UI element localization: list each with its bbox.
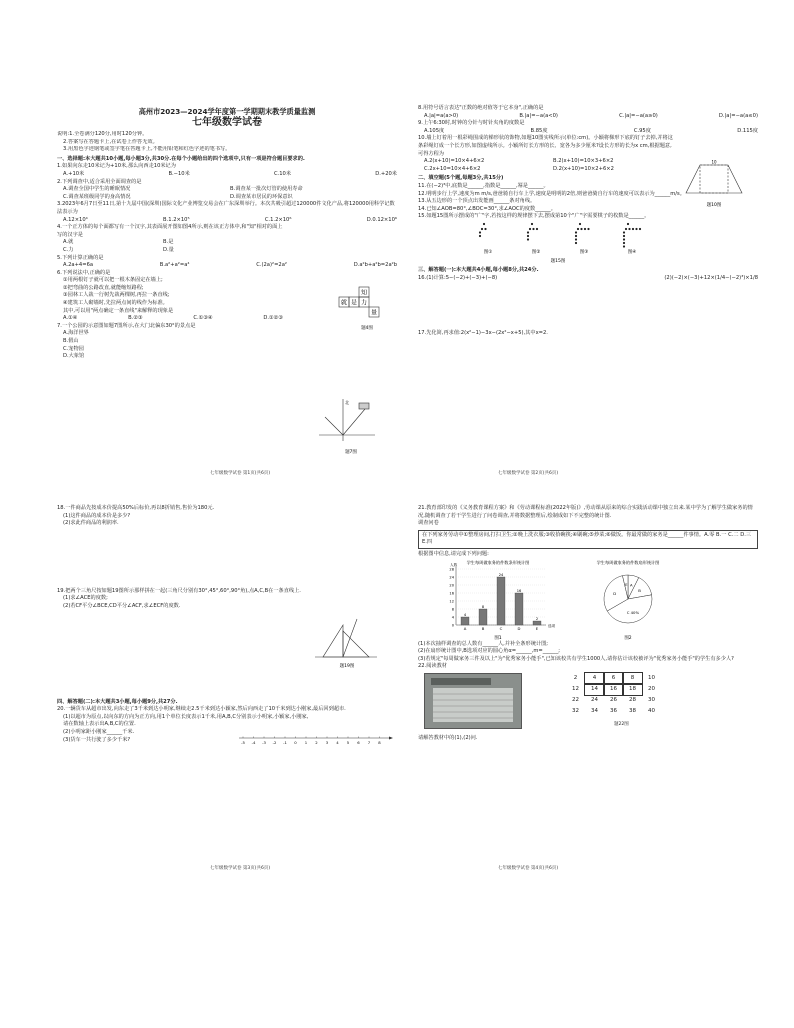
question-6: 6.下列说法中,正确的是 <box>57 269 111 276</box>
bar <box>497 577 505 625</box>
y-tick-label: 4 <box>451 615 454 620</box>
options-q10 <box>418 158 682 173</box>
question-16-part1: 16.(1)计算:5−(−2)+(−3)+(−8) <box>418 274 498 281</box>
number-line-svg <box>237 734 397 746</box>
net-cell: 量 <box>370 309 378 317</box>
grid-cell: 18 <box>623 684 642 695</box>
options-q6 <box>57 315 283 323</box>
sub-question: (1)求∠ACE的度数; <box>63 595 108 602</box>
grid-cell: 16 <box>604 684 623 695</box>
figure-caption: 题22图 <box>614 721 629 727</box>
figure-caption: 题10图 <box>706 203 722 208</box>
axis-tick-label: -1 <box>283 740 287 746</box>
sub-question: (2)若CF平分∠BCE,CD平分∠ACF,求∠ECF的度数. <box>63 602 181 609</box>
page-4 <box>418 505 758 743</box>
sub-question: (2)求此件商品的利润率. <box>63 520 119 527</box>
grid-cell: 32 <box>572 707 579 714</box>
axis-tick-label: -4 <box>251 740 256 746</box>
number-line <box>237 734 397 744</box>
question-4: 4.一个正方体的每个面都写有一个汉字,其表面展开图如图4所示,则在该正方体中,和"知"相对的面上写的汉字是 <box>57 224 283 238</box>
pattern-dot <box>479 235 481 237</box>
option: D.|a|=−a(a≤0) <box>718 112 758 119</box>
grid-cell: 20 <box>648 685 655 692</box>
x-tick-label: D <box>517 625 521 631</box>
pattern-dot <box>575 231 577 233</box>
option: B.1.2×10⁵ <box>163 216 190 223</box>
pattern-dot <box>632 228 634 230</box>
pattern-dot <box>628 228 630 230</box>
sub-question: (1)这件商品的成本价是多少? <box>63 512 131 519</box>
pattern-dot <box>623 245 625 247</box>
chart-title: 学生每周做家务的件数条形统计图 <box>466 559 530 565</box>
axis-tick-label: -5 <box>241 740 245 746</box>
sub-question: (3)货车一共行驶了多少千米? <box>63 736 131 743</box>
question-14: 14.已知∠AOB=80°,∠BOC=30°,求∠AOC的度数______。 <box>418 205 556 212</box>
page-footer: 七年级数学试卷 第2页(共6页) <box>498 471 559 476</box>
option: A.①④ <box>63 315 78 322</box>
section-heading: 四、解答题(二):本大题共3小题,每小题9分,共27分. <box>57 698 178 705</box>
axis-tick-label: 5 <box>346 740 350 746</box>
option: B.85度 <box>530 127 548 134</box>
north-label: 北 <box>345 400 349 405</box>
option: A.12×10⁴ <box>63 216 88 223</box>
option: A.海洋世界 <box>63 330 89 337</box>
option: C.调查某班级同学的身高情况 <box>63 193 131 200</box>
options-q4 <box>57 239 263 254</box>
question-21: 21.教育部印发的《义务教育课程方案》和《劳动课程标准(2022年版)》,劳动课从原来的综合实践活动课中独立出来.某中学为了解学生做家务的情况,随机调查了若干学生进行了问卷调查,并将数据整理后,绘制成如下不完整的统计图. <box>418 505 753 519</box>
statement: ①用两根钉子就可以把一根木条固定在墙上; <box>63 277 163 284</box>
note-line: 说明:1.全卷满分120分,用时120分钟。 <box>57 131 148 137</box>
figure-7 <box>315 395 385 461</box>
figure-caption: 题4图 <box>361 326 373 331</box>
question-11: 11.在(−2)³中,底数是______,指数是______,幂是______。 <box>418 182 549 189</box>
pattern-dot <box>575 235 577 237</box>
bar-value-label: 4 <box>463 612 467 617</box>
option: D.大象馆 <box>63 353 85 360</box>
bar-value-label: 8 <box>481 604 485 609</box>
axis-tick-label: -2 <box>272 740 277 746</box>
y-tick-label: 12 <box>449 599 454 604</box>
option: C.(2a)²=2a² <box>256 262 287 269</box>
pie-label: D <box>613 590 617 596</box>
axis-tick-label: -3 <box>262 740 266 746</box>
figure-22 <box>418 671 758 735</box>
question-7: 7.一个公园的示意图如题7图所示,在大门北偏东30°的景点是 <box>57 322 196 329</box>
question-15: 15.如题15图所示摆成的"广"字,若按这样的规律摆下去,摆成第10个"广"字需要棋子的枚数是______。 <box>418 213 650 220</box>
statement: ③园林工人栽一行树先栽两棵树,再拉一条直线; <box>63 292 170 299</box>
option: A.就 <box>63 239 74 246</box>
grid-cell: 14 <box>585 684 604 695</box>
pattern-figure <box>418 221 758 265</box>
grid-cell: 28 <box>629 696 636 703</box>
exam-header: 高州市2023—2024学年度第一学期期末教学质量监测 <box>138 107 316 116</box>
option: B.是 <box>163 239 174 246</box>
pattern-dot <box>577 228 579 230</box>
page-footer: 七年级数学试卷 第4页(共6页) <box>498 866 559 871</box>
y-tick-label: 0 <box>451 623 454 628</box>
bar <box>533 621 541 625</box>
question-16-part2: (2)(−2)×(−3)+12×(1/4−(−2)³)×1/8 <box>664 274 758 281</box>
figure-caption: 题7图 <box>345 450 357 455</box>
pattern-dot <box>481 228 483 230</box>
option: D.调查某市居民的环保意识 <box>230 193 293 200</box>
number-grid <box>566 673 661 717</box>
page-1 <box>57 105 397 455</box>
bar <box>461 617 469 625</box>
y-tick-label: 24 <box>449 575 454 580</box>
park-map <box>315 395 385 457</box>
charts-area <box>418 559 758 641</box>
statement: ②把弯曲的公路改直,就能缩短路程; <box>63 284 144 291</box>
y-tick-label: 20 <box>449 583 454 588</box>
figure-19 <box>57 611 397 669</box>
instruction: 根据图中信息,请完成下列问题: <box>418 550 489 557</box>
pattern-dot <box>575 238 577 240</box>
bar <box>515 593 523 625</box>
pattern-dot <box>479 231 481 233</box>
question-22: 22.阅读教材 <box>418 663 447 670</box>
question-20: 20.一辆货车从超市出发,向东走了3千米到达小明家,继续走2.5千米到达小颖家,然后向西走了10千米到达小刚家,最后回到超市. <box>57 706 346 713</box>
grid-cell: 24 <box>591 696 598 703</box>
option: D.0.12×10⁶ <box>366 216 397 223</box>
page-3 <box>57 505 397 744</box>
axis-tick-label: 1 <box>304 740 308 746</box>
dimension-label: 10 <box>711 159 717 165</box>
note-line: 3.用黑色字迹钢笔或签字笔在答题卡上,不能用铅笔和红色字迹的笔书写。 <box>63 146 231 153</box>
option: C.力 <box>63 246 74 253</box>
section-heading: 二、填空题(5个题,每题3分,共15分) <box>418 175 504 182</box>
question-13: 13.从五边形的一个顶点出发能画______条对角线。 <box>418 198 536 205</box>
y-tick-label: 28 <box>449 567 454 572</box>
option: C.①③④ <box>193 315 213 322</box>
grid-cell: 2 <box>573 674 578 681</box>
trapezoid-figure <box>680 159 752 211</box>
y-axis-label: 人数 <box>450 562 458 567</box>
axis-tick-label: 0 <box>294 740 297 746</box>
bar-value-label: 16 <box>516 588 522 593</box>
grid-cell: 12 <box>572 685 579 692</box>
bar <box>479 609 487 625</box>
axis-tick-label: 4 <box>336 740 339 746</box>
pattern-dot <box>623 235 625 237</box>
note-line: 2.答案写在答题卡上,在试卷上作答无效。 <box>63 138 158 145</box>
bar-value-label: 24 <box>498 572 504 577</box>
statement: ④建筑工人砌墙时,先拉两点间的线作为标准。 <box>63 300 168 307</box>
question-8: 8.用符号语言表达"正数的绝对值等于它本身",正确的是 <box>418 105 544 111</box>
axis-tick-label: 3 <box>325 740 329 746</box>
grid-cell: 40 <box>648 707 655 714</box>
bar-chart <box>438 559 558 641</box>
question-2: 2.下列调查中,适合采用全面调查的是 <box>57 178 142 185</box>
sub-question: (1)以超市为原点,以向东的方向为正方向,用1个单位长度表示1千米,用A,B,C分别表示小明家,小颖家,小刚家,请在数轴上表示出A,B,C的位置. <box>63 713 309 728</box>
question-10: 10.墙上钉着用一根彩绳围成的梯形状的饰物,如题10图实线所示(单位:cm)。小颖将梯形下底的钉子去掉,并将这条彩绳钉成一个长方形,如图虚线所示。小颖所钉长方形的长、宽各为多少厘米?设长方形的长为x cm,根据题意,可得方程为 <box>418 135 673 157</box>
pattern-dot <box>527 231 529 233</box>
grid-cell: 22 <box>572 696 579 703</box>
pattern-dot <box>484 228 486 230</box>
question-19: 19.把两个三角尺按如题19图所示那样拼在一起(三角尺分别有30°,45°,60°,90°角),点A,C,B在一条直线上. <box>57 587 301 594</box>
pie-label: C 40% <box>626 609 640 615</box>
question-3: 3.2023年6月7日至11日,第十九届中国(深圳)国际文化产业博览交易会在广东深圳举行。本次共吸引超过120000件文化产品,将120000用科学记数法表示为 <box>57 201 395 215</box>
sub-question: (2)在扇形统计图中,B选项对应的圆心角α=______,m=______; <box>418 648 561 655</box>
grid-cell: 36 <box>610 707 617 714</box>
axis-tick-label: 2 <box>315 740 318 746</box>
option: C.宠物园 <box>63 345 84 352</box>
option: B.②③ <box>128 315 143 322</box>
figure-10 <box>680 159 752 215</box>
option: A.105度 <box>424 127 445 134</box>
chart-caption: 图2 <box>624 635 632 641</box>
pattern-dot <box>623 231 625 233</box>
option: D.115度 <box>737 127 758 134</box>
option: A.+10米 <box>63 170 85 177</box>
pattern-dot <box>532 228 534 230</box>
grid-cell: 4 <box>585 673 604 684</box>
pattern-dot <box>639 228 641 230</box>
net-cell: 是 <box>350 299 358 307</box>
x-axis-label: 选项 <box>548 623 556 628</box>
option: C.2x+10=10×4+6×2 <box>424 165 481 172</box>
figure-15 <box>418 221 758 265</box>
page-2 <box>418 105 758 338</box>
net-cell: 力 <box>360 299 368 307</box>
statement: 其中,可以用"两点确定一条直线"来解释的现象是 <box>63 307 174 314</box>
option: B.调查某一批次灯管的使用寿命 <box>230 186 303 193</box>
option: C.|a|=−a(a≥0) <box>619 112 658 119</box>
net-cell: 就 <box>340 299 348 307</box>
cube-net <box>337 285 393 335</box>
options-q1 <box>57 171 397 179</box>
figure-caption: 题15图 <box>550 258 566 264</box>
option: A.调查全国中学生的睡眠情况 <box>63 186 131 193</box>
option: D.量 <box>163 246 174 253</box>
option: B.假山 <box>63 338 79 345</box>
pattern-dot <box>623 238 625 240</box>
option: A.2a+4=6a <box>63 262 94 269</box>
pattern-dot <box>627 223 629 225</box>
x-tick-label: C <box>499 625 503 631</box>
axis-tick-label: 8 <box>378 740 381 746</box>
net-cell: 知 <box>360 289 368 297</box>
textbook-photo <box>424 673 522 729</box>
question-1: 1.如果向东走10米记为+10米,那么向西走10米记为 <box>57 163 176 170</box>
pattern-dot <box>580 228 582 230</box>
question-16 <box>418 275 758 283</box>
option: C.95度 <box>633 127 651 134</box>
triangles-figure <box>57 611 397 669</box>
option: B.|a|=−a(a<0) <box>519 112 558 119</box>
option: D.+20米 <box>375 170 397 177</box>
option: B.2(x+10)=10×3+6×2 <box>553 158 614 165</box>
section-heading: 三、解答题(一):本大题共4小题,每小题8分,共24分. <box>418 266 539 273</box>
pattern-label: 图④ <box>627 249 637 255</box>
option: C.10米 <box>273 170 292 177</box>
option: D.①②③ <box>263 315 283 322</box>
pattern-dot <box>527 235 529 237</box>
pattern-dot <box>579 223 581 225</box>
pie-chart <box>568 559 688 641</box>
option: C.1.2×10⁶ <box>264 216 292 223</box>
survey-title: 调查问卷 <box>418 520 439 527</box>
sub-question: (3)若规定"每周做家务三件及以上"为"优秀家务小能手",已知该校共有学生1000人,请你估计该校被评为"优秀家务小能手"的学生有多少人? <box>418 655 734 662</box>
sub-question: (2)小明家距小刚家______千米. <box>63 728 135 735</box>
sub-question: (1)本次抽样调查的总人数有______人,并补全条形统计图; <box>418 640 549 647</box>
pattern-dot <box>527 238 529 240</box>
axis-tick-label: 7 <box>367 740 371 746</box>
chart-title: 学生每周做家务的件数扇形统计图 <box>596 559 660 565</box>
pattern-dot <box>587 228 589 230</box>
grid-cell: 8 <box>623 673 642 684</box>
pattern-dot <box>529 228 531 230</box>
chart-caption: 图1 <box>494 635 502 641</box>
question-17: 17.先化简,再求值:2(x²−1)−3x−(2x²−x+5),其中x=2. <box>418 330 548 337</box>
grid-cell: 10 <box>648 674 655 681</box>
pie-label: E <box>625 581 628 587</box>
pattern-dot <box>623 242 625 244</box>
pattern-dot <box>536 228 538 230</box>
y-tick-label: 8 <box>451 607 454 612</box>
figure-caption: 题19图 <box>339 663 355 669</box>
pie-label: A <box>630 582 633 588</box>
pattern-dot <box>531 223 533 225</box>
x-tick-label: A <box>463 625 467 631</box>
pattern-dot <box>584 228 586 230</box>
pie-label: B <box>638 587 641 593</box>
x-tick-label: B <box>481 625 485 631</box>
option: A.|a|=a(a>0) <box>424 112 459 119</box>
section-heading: 一、选择题:本大题共10小题,每小题3分,共30分.在每个小题给出的四个选项中,只有一项是符合题目要求的. <box>57 155 305 162</box>
page-footer: 七年级数学试卷 第1页(共6页) <box>210 471 271 476</box>
question-18: 18.一件商品先按成本价提高50%后标价,再以8折销售,售价为180元. <box>57 505 215 511</box>
option: D.a²b+a²b=2a²b <box>353 262 397 269</box>
pattern-dot <box>575 242 577 244</box>
photo-content <box>425 674 521 728</box>
pattern-dot <box>483 223 485 225</box>
question-5: 5.下列计算正确的是 <box>57 254 104 261</box>
pattern-dot <box>625 228 627 230</box>
exam-title: 七年级数学试卷 <box>192 117 262 128</box>
options-q5 <box>57 262 397 270</box>
pattern-dot <box>635 228 637 230</box>
survey-box: 在下列家务劳动中①整理房间,打扫卫生;②晚上洗衣服;③收拾碗筷;④刷碗;⑤炒菜;⑥做饭。你最常做的家务是______件事情。A.零 B.一 C.二 D.三 E.四 <box>418 530 758 549</box>
grid-cell: 6 <box>604 673 623 684</box>
pattern-label: 图② <box>531 249 541 255</box>
pattern-label: 图③ <box>579 249 589 255</box>
options-q2 <box>57 186 397 201</box>
instruction: 请解答教材中的(1),(2)问. <box>418 734 478 741</box>
option: A.2(x+10)=10×4+6×2 <box>424 158 485 165</box>
figure-4 <box>337 285 393 339</box>
grid-cell: 26 <box>610 696 617 703</box>
grid-cell: 34 <box>591 707 598 714</box>
option: B.a²+a²=a⁴ <box>159 262 190 269</box>
options-q3 <box>57 217 397 225</box>
question-9: 9.上午6:30时,时钟的分针与时针夹角的度数是 <box>418 120 525 127</box>
axis-tick-label: 6 <box>357 740 360 746</box>
question-12: 12.明明步行上学,速度为m m/s,爸爸骑自行车上学,速度是明明的2倍,则爸爸骑自行车的速度可以表示为______m/s。 <box>418 190 685 197</box>
grid-cell: 30 <box>648 696 655 703</box>
option: B.−10米 <box>168 170 190 177</box>
x-tick-label: E <box>535 625 539 631</box>
option: D.2(x+10)=10×2+6×2 <box>553 165 614 172</box>
pattern-label: 图① <box>483 249 493 255</box>
grid-cell: 38 <box>629 707 636 714</box>
page-footer: 七年级数学试卷 第3页(共6页) <box>210 866 271 871</box>
bar-value-label: 2 <box>535 616 539 621</box>
y-tick-label: 16 <box>449 591 454 596</box>
